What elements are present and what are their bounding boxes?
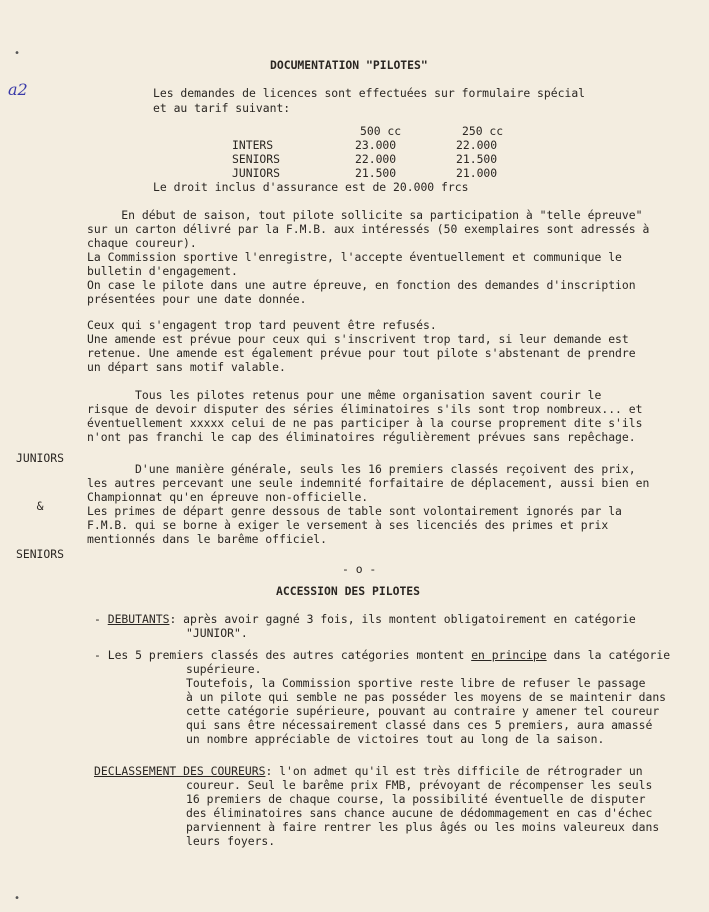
- paragraph-line: On case le pilote dans une autre épreuve, en fonction des demandes d'inscription: [87, 278, 636, 292]
- paragraph-line: éventuellement xxxxx celui de ne pas participer à la course proprement dite s'ils: [87, 416, 643, 430]
- intro-line: et au tarif suivant:: [153, 101, 291, 115]
- tarif-row-value: 21.500: [456, 152, 498, 166]
- paragraph-line: mentionnés dans le barême officiel.: [87, 532, 328, 546]
- paragraph-line: En début de saison, tout pilote sollicite sa participation à "telle épreuve": [87, 208, 643, 222]
- margin-note-line: &: [36, 499, 44, 513]
- hole-mark: •: [14, 48, 21, 59]
- declassement-label: DECLASSEMENT DES COUREURS: [94, 764, 266, 778]
- declassement-line: des éliminatoires sans chance aucune de dédommagement en cas d'échec: [186, 806, 653, 820]
- hole-mark: •: [14, 893, 21, 904]
- tarif-row-value: 23.000: [355, 138, 397, 152]
- tarif-row-value: 22.000: [355, 152, 397, 166]
- paragraph-line: un départ sans motif valable.: [87, 360, 286, 374]
- paragraph-line: Championnat qu'en épreuve non-officielle.: [87, 490, 369, 504]
- paragraph-line: les autres percevant une seule indemnité forfaitaire de déplacement, aussi bien en: [87, 476, 650, 490]
- margin-note-line: JUNIORS: [15, 451, 64, 465]
- premiers-line: supérieure.: [186, 662, 262, 676]
- paragraph-line: Une amende est prévue pour ceux qui s'inscrivent trop tard, si leur demande est: [87, 332, 629, 346]
- section-title: ACCESSION DES PILOTES: [276, 584, 421, 598]
- debutants-line: "JUNIOR".: [186, 626, 248, 640]
- paragraph-line: présentées pour une date donnée.: [87, 292, 307, 306]
- paragraph-line: Les primes de départ genre dessous de table sont volontairement ignorés par la: [87, 504, 622, 518]
- declassement-line: parviennent à faire rentrer les plus âgés ou les moins valeureux dans: [186, 820, 660, 834]
- assurance-line: Le droit inclus d'assurance est de 20.000 frcs: [153, 180, 469, 194]
- tarif-row-value: 21.500: [355, 166, 397, 180]
- page-title: DOCUMENTATION "PILOTES": [270, 58, 428, 72]
- underlined-phrase: en principe: [471, 648, 547, 662]
- debutants-line: - DEBUTANTS: après avoir gagné 3 fois, ils montent obligatoirement en catégorie: [94, 612, 636, 626]
- premiers-line: à un pilote qui semble ne pas posséder les moyens de se maintenir dans: [186, 690, 667, 704]
- handwritten-annotation: a2: [8, 80, 28, 99]
- paragraph-line: Tous les pilotes retenus pour une même organisation savent courir le: [87, 388, 602, 402]
- paragraph-line: F.M.B. qui se borne à exiger le versement à ses licenciés des primes et prix: [87, 518, 609, 532]
- premiers-line: qui sans être nécessairement classé dans ces 5 premiers, aura amassé: [186, 718, 653, 732]
- debutants-label: DEBUTANTS: [107, 612, 170, 626]
- paragraph-line: La Commission sportive l'enregistre, l'accepte éventuellement et communique le: [87, 250, 622, 264]
- declassement-line: leurs foyers.: [186, 834, 276, 848]
- tarif-header-250: 250 cc: [462, 124, 504, 138]
- declassement-line: 16 premiers de chaque course, la possibilité éventuelle de disputer: [186, 792, 646, 806]
- tarif-row-label: SENIORS: [232, 152, 281, 166]
- tarif-header-500: 500 cc: [360, 124, 402, 138]
- paragraph-line: sur un carton délivré par la F.M.B. aux intéressés (50 exemplaires sont adressés à: [87, 222, 650, 236]
- premiers-line: - Les 5 premiers classés des autres catégories montent en principe dans la catégorie: [94, 648, 671, 662]
- paragraph-line: chaque coureur).: [87, 236, 197, 250]
- tarif-row-value: 21.000: [456, 166, 498, 180]
- premiers-line: cette catégorie supérieure, pouvant au contraire y amener tel coureur: [186, 704, 660, 718]
- paragraph-line: risque de devoir disputer des séries éliminatoires s'ils sont trop nombreux... et: [87, 402, 643, 416]
- margin-note: [4, 418, 76, 594]
- paragraph-line: retenue. Une amende est également prévue pour tout pilote s'abstenant de prendre: [87, 346, 636, 360]
- premiers-line: Toutefois, la Commission sportive reste libre de refuser le passage: [186, 676, 646, 690]
- paragraph-line: D'une manière générale, seuls les 16 premiers classés reçoivent des prix,: [87, 462, 636, 476]
- separator: - o -: [342, 562, 377, 576]
- paragraph-line: Ceux qui s'engagent trop tard peuvent être refusés.: [87, 318, 437, 332]
- declassement-line: DECLASSEMENT DES COUREURS: l'on admet qu'il est très difficile de rétrograder un: [94, 764, 643, 778]
- tarif-row-label: INTERS: [232, 138, 274, 152]
- premiers-line: un nombre appréciable de victoires tout au long de la saison.: [186, 732, 605, 746]
- intro-line: Les demandes de licences sont effectuées sur formulaire spécial: [153, 86, 586, 100]
- margin-note-line: SENIORS: [15, 547, 64, 561]
- tarif-row-value: 22.000: [456, 138, 498, 152]
- paragraph-line: bulletin d'engagement.: [87, 264, 238, 278]
- tarif-row-label: JUNIORS: [232, 166, 281, 180]
- paragraph-line: n'ont pas franchi le cap des éliminatoires régulièrement prévues sans repêchage.: [87, 430, 636, 444]
- declassement-line: coureur. Seul le barême prix FMB, prévoyant de récompenser les seuls: [186, 778, 653, 792]
